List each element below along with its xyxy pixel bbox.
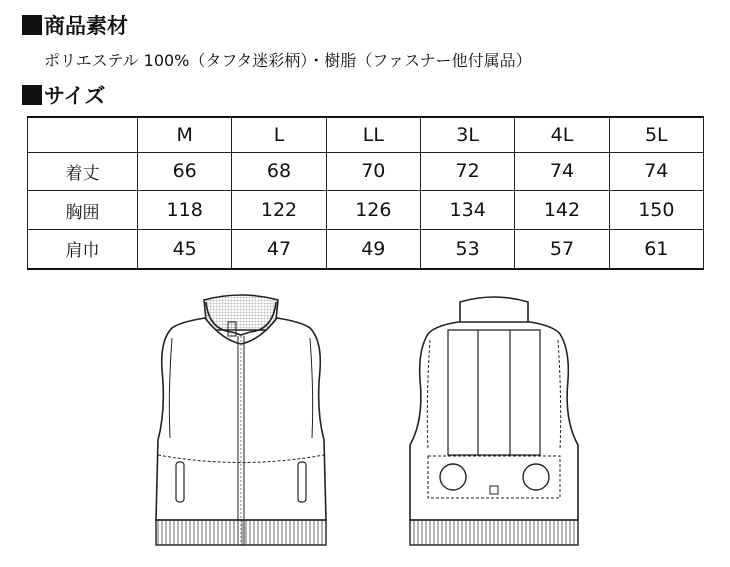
size-header-cell: 4L (515, 117, 609, 152)
vest-illustrations (0, 280, 730, 560)
size-header-blank (28, 117, 138, 152)
square-bullet-icon (22, 85, 42, 105)
size-cell: 68 (232, 152, 326, 191)
size-header-cell: L (232, 117, 326, 152)
size-cell: 142 (515, 191, 609, 230)
size-cell: 74 (515, 152, 609, 191)
size-cell: 122 (232, 191, 326, 230)
size-header-cell: LL (326, 117, 420, 152)
size-cell: 49 (326, 229, 420, 269)
size-heading-text: サイズ (44, 84, 106, 108)
size-row-chest (28, 191, 704, 230)
material-description: ポリエステル 100%（タフタ迷彩柄）・樹脂（ファスナー他付属品） (44, 51, 532, 70)
size-cell: 150 (609, 191, 703, 230)
size-cell: 66 (138, 152, 232, 191)
size-header-row (28, 117, 704, 152)
size-row-length (28, 152, 704, 191)
size-cell: 45 (138, 229, 232, 269)
row-label: 着丈 (28, 152, 138, 191)
material-heading (22, 10, 128, 40)
size-heading (22, 80, 105, 110)
vest-front-illustration (156, 295, 326, 545)
row-label: 胸囲 (28, 191, 138, 230)
size-cell: 53 (420, 229, 514, 269)
material-heading-text: 商品素材 (44, 14, 128, 38)
size-cell: 70 (326, 152, 420, 191)
vest-back-illustration (410, 297, 578, 545)
size-cell: 134 (420, 191, 514, 230)
size-cell: 61 (609, 229, 703, 269)
size-header-cell: 5L (609, 117, 703, 152)
size-cell: 74 (609, 152, 703, 191)
size-table (27, 116, 704, 270)
size-header-cell: 3L (420, 117, 514, 152)
size-cell: 126 (326, 191, 420, 230)
size-cell: 57 (515, 229, 609, 269)
size-header-cell: M (138, 117, 232, 152)
row-label: 肩巾 (28, 229, 138, 269)
size-row-shoulder (28, 229, 704, 269)
size-cell: 47 (232, 229, 326, 269)
size-cell: 72 (420, 152, 514, 191)
size-cell: 118 (138, 191, 232, 230)
square-bullet-icon (22, 15, 42, 35)
